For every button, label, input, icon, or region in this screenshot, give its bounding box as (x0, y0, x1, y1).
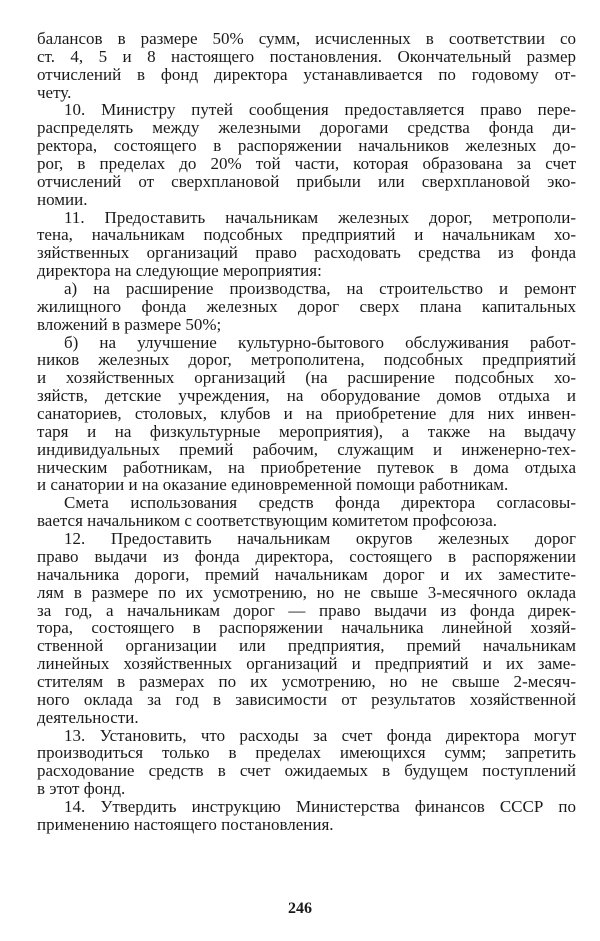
text-line: вложений в размере 50%; (37, 314, 222, 334)
text-line: отчислений в фонд директора устанавливается по годовому от- (37, 64, 576, 84)
text-line: ст. 4, 5 и 8 настоящего постановления. Окончательный размер (37, 46, 576, 66)
page-body (37, 30, 576, 834)
paragraph (37, 334, 576, 495)
text-line: чету. (37, 82, 72, 102)
paragraph (37, 530, 576, 726)
text-line: тена, начальникам подсобных предприятий и начальникам хо- (37, 225, 576, 245)
text-line: а) на расширение производства, на строительство и ремонт (64, 279, 576, 299)
text-line: тора, состоящего в распоряжении начальника линейной хозяй- (37, 618, 576, 638)
text-line: отчислений от сверхплановой прибыли или сверхплановой эко- (37, 171, 576, 191)
text-line: 11. Предоставить начальникам железных дорог, метрополи- (64, 207, 576, 227)
text-line: зяйственных организаций право расходовать средства из фонда (37, 243, 576, 263)
text-line: зяйств, детские учреждения, на оборудование домов отдыха и (37, 386, 576, 406)
paragraph (37, 280, 576, 334)
text-line: таря и на физкультурные мероприятия), а также на выдачу (37, 421, 576, 441)
text-line: ников железных дорог, метрополитена, подсобных предприятий (37, 350, 576, 370)
paragraph (37, 798, 576, 834)
text-line: и санатории и на оказание единовременной помощи работникам. (37, 475, 509, 495)
page-number: 246 (288, 900, 312, 917)
text-line: стителям в размерах по их усмотрению, но не свыше 2-месяч- (37, 671, 576, 691)
text-line: лям в размере по их усмотрению, но не свыше 3-месячного оклада (37, 582, 576, 602)
text-line: деятельности. (37, 707, 139, 727)
text-line: индивидуальных премий рабочим, служащим и инженерно-тех- (37, 439, 576, 459)
text-line: линейных хозяйственных организаций и предприятий и их заме- (37, 654, 576, 674)
text-line: ректора, состоящего в распоряжении начальников железных до- (37, 136, 576, 156)
text-line: применению настоящего постановления. (37, 814, 334, 834)
text-line: Смета использования средств фонда директора согласовы- (64, 493, 576, 513)
text-line: распределять между железными дорогами средства фонда ди- (37, 118, 576, 138)
text-line: в этот фонд. (37, 779, 126, 799)
paragraph (37, 727, 576, 798)
text-line: за год, а начальникам дорог — право выдачи из фонда дирек- (37, 600, 576, 620)
text-line: расходование средств в счет ожидаемых в будущем поступлений (37, 761, 576, 781)
text-line: директора на следующие мероприятия: (37, 261, 322, 281)
text-line: рог, в пределах до 20% той части, которая образована за счет (37, 154, 576, 174)
text-line: 14. Утвердить инструкцию Министерства финансов СССР по (64, 796, 576, 816)
text-line: производиться только в пределах имеющихся сумм; запретить (37, 743, 576, 763)
text-line: б) на улучшение культурно-бытового обслуживания работ- (64, 332, 576, 352)
text-line: ственной организации или предприятия, премий начальникам (37, 636, 576, 656)
text-line: право выдачи из фонда директора, состоящего в распоряжении (37, 546, 576, 566)
text-line: номии. (37, 189, 88, 209)
paragraph (37, 209, 576, 280)
text-line: 10. Министру путей сообщения предоставляется право пере- (64, 100, 576, 120)
text-line: жилищного фонда железных дорог сверх плана капитальных (37, 296, 576, 316)
text-line: ническим работникам, на приобретение путевок в дома отдыха (37, 457, 576, 477)
paragraph (37, 494, 576, 530)
text-line: санаториев, столовых, клубов и на приобретение для них инвен- (37, 404, 576, 424)
text-line: балансов в размере 50% сумм, исчисленных в соответствии со (37, 29, 576, 48)
paragraph (37, 101, 576, 208)
text-line: 12. Предоставить начальникам округов железных дорог (64, 529, 576, 549)
text-line: 13. Установить, что расходы за счет фонда директора могут (64, 725, 576, 745)
text-line: ного оклада за год в зависимости от результатов хозяйственной (37, 689, 576, 709)
text-line: и хозяйственных организаций (на расширение подсобных хо- (37, 368, 576, 388)
paragraph (37, 30, 576, 101)
text-line: начальника дороги, премий начальникам дорог и их заместите- (37, 564, 576, 584)
text-line: вается начальником с соответствующим комитетом профсоюза. (37, 511, 497, 531)
